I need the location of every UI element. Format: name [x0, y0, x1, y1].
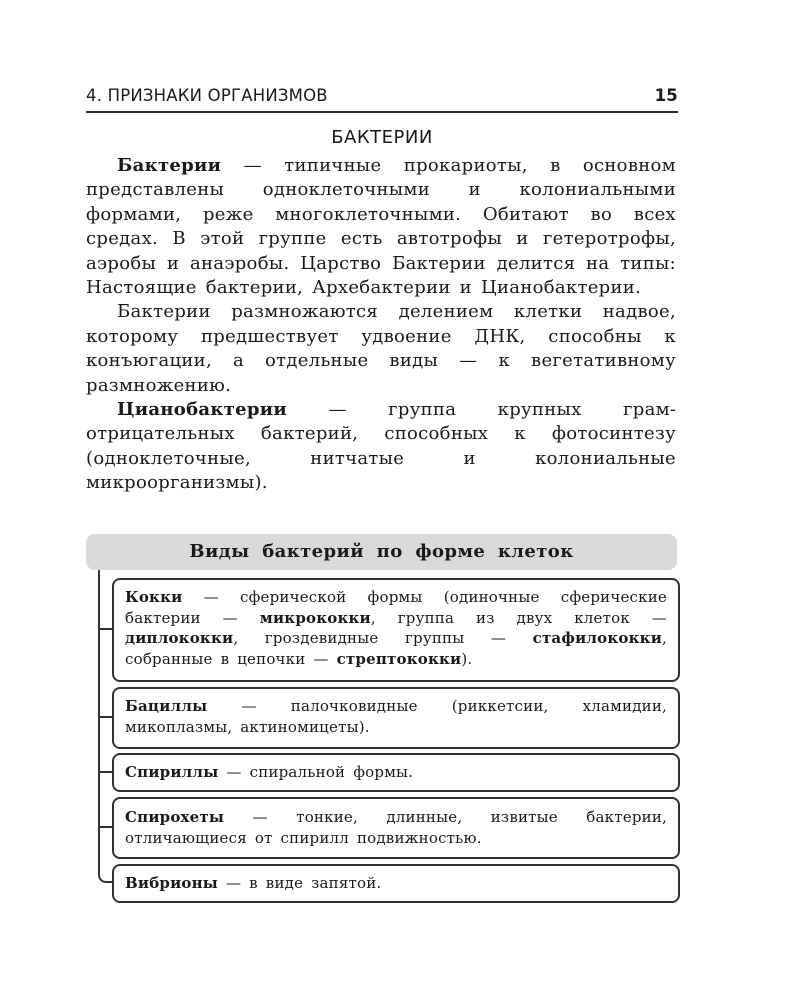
connector-tick	[98, 826, 112, 828]
box-text: , собранные в цепочки —	[125, 629, 667, 668]
paragraph-cyanobacteria-text: — группа крупных грамотрицательных бактерий, способных к фотосинтезу (одноклеточные, нитчатые и колониальные микроорганизмы).	[86, 399, 676, 494]
header-rule	[86, 111, 678, 113]
diagram-connector-line	[98, 570, 100, 875]
box-vibrios	[112, 864, 680, 903]
term-spirochetes: Спирохеты	[125, 808, 225, 826]
term-micrococci: микрококки	[259, 608, 371, 627]
box-spirilla-text	[125, 762, 667, 783]
box-text: — в виде запятой.	[218, 874, 382, 892]
box-bacilli-text	[125, 696, 667, 737]
term-vibrios: Вибрионы	[125, 874, 219, 892]
box-text: ).	[461, 649, 473, 668]
term-cocci: Кокки	[125, 588, 183, 606]
box-text: , группа из двух клеток —	[370, 608, 667, 627]
term-bacilli: Бациллы	[125, 697, 208, 715]
term-diplococci: диплококки	[125, 629, 234, 647]
term-spirilla: Спириллы	[125, 763, 219, 781]
paragraph-cyanobacteria	[86, 398, 676, 496]
body-text	[86, 154, 676, 496]
term-staphylococci: стафилококки	[532, 629, 663, 647]
term-bacteria: Бактерии	[117, 155, 222, 176]
connector-tick	[98, 628, 112, 630]
term-streptococci: стрептококки	[336, 649, 462, 668]
connector-tick	[98, 771, 112, 773]
page-number: 15	[654, 86, 678, 105]
paragraph-reproduction: Бактерии размножаются делением клетки надвое, которому предшествует удвоение ДНК, способны к конъюгации, а отдельные виды — к вегетативному размножению.	[86, 301, 676, 396]
box-text: — палочковидные (риккетсии, хламидии, микоплазмы, актиномицеты).	[125, 697, 667, 736]
running-header	[86, 86, 678, 108]
paragraph-bacteria	[86, 154, 676, 300]
chapter-title: 4. ПРИЗНАКИ ОРГАНИЗМОВ	[86, 86, 328, 105]
box-bacilli	[112, 687, 680, 749]
box-cocci-text	[125, 587, 667, 669]
box-vibrios-text	[125, 873, 667, 894]
section-title: БАКТЕРИИ	[331, 127, 433, 148]
box-spirochetes	[112, 797, 680, 859]
diagram-title: Виды бактерий по форме клеток	[86, 534, 677, 570]
box-cocci	[112, 578, 680, 682]
box-spirochetes-text	[125, 807, 667, 848]
box-text: — спиральной формы.	[218, 763, 414, 781]
box-text: — сферической формы (одиночные сферические бактерии —	[125, 588, 667, 627]
connector-tick	[98, 871, 112, 883]
term-cyanobacteria: Цианобактерии	[117, 399, 288, 421]
box-text: — тонкие, длинные, извитые бактерии, отличающиеся от спирилл подвижностью.	[125, 808, 667, 847]
box-spirilla	[112, 753, 680, 792]
paragraph-bacteria-text: — типичные прокариоты, в основном представлены одноклеточными и колониальными формами, реже многоклеточными. Обитают во всех средах. В этой группе есть автотрофы и гетеротрофы, аэробы и анаэробы. Царство Бактерии делится на типы: Настоящие бактерии, Архебактерии и Цианобактерии.	[86, 155, 676, 299]
box-text: , гроздевидные группы —	[233, 629, 533, 647]
connector-tick	[98, 716, 112, 718]
